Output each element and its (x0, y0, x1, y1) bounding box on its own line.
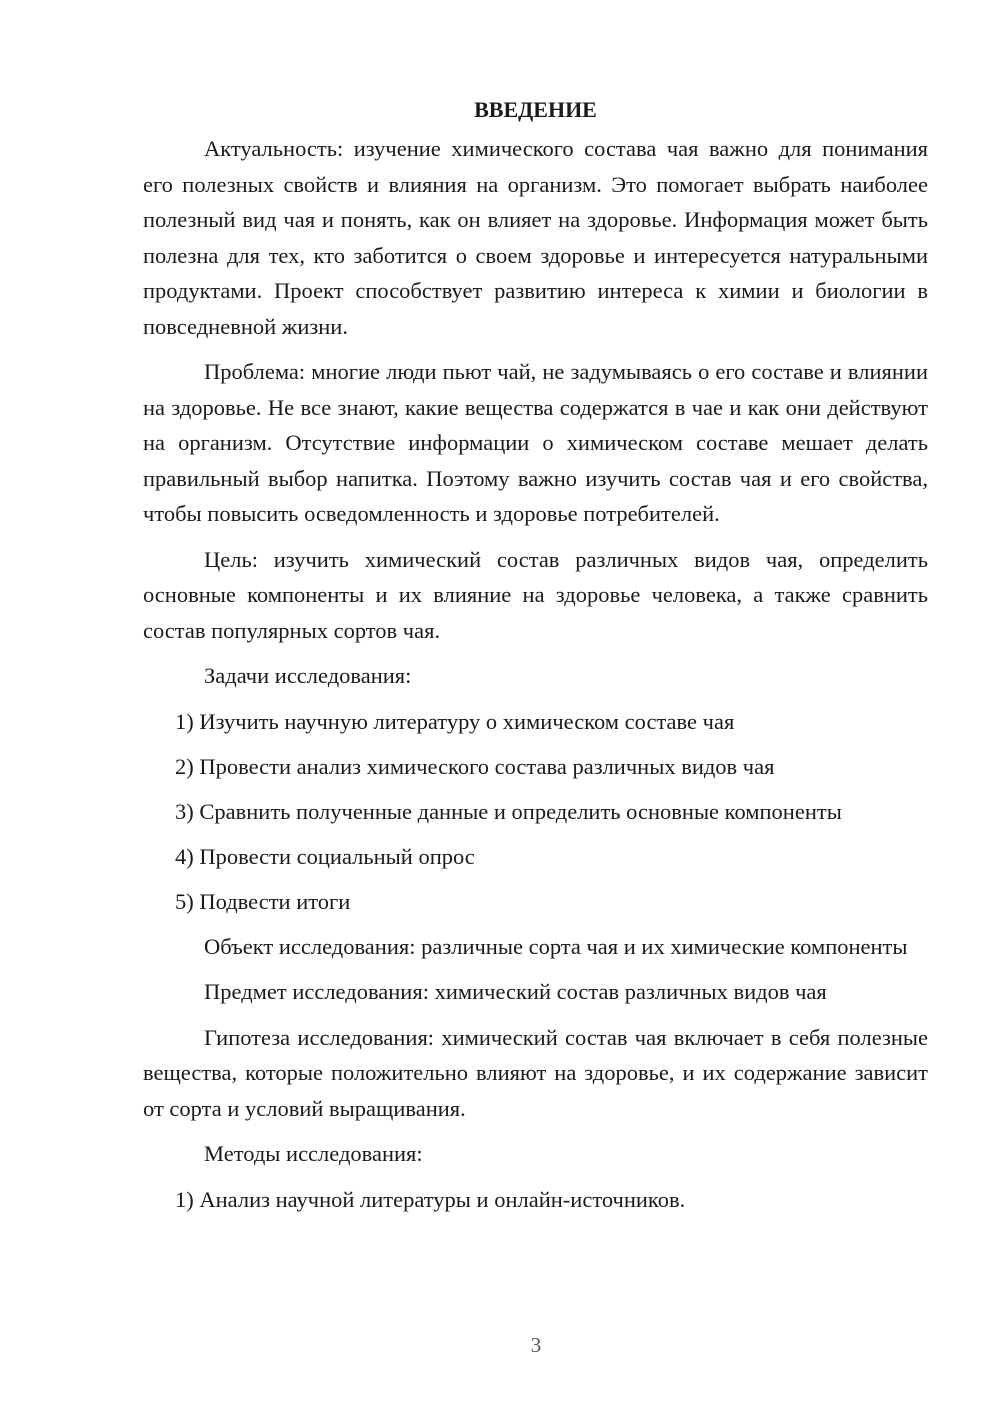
hypothesis-paragraph: Гипотеза исследования: химический состав чая включает в себя полезные вещества, которые положительно влияют на здоровье, и их содержание зависит от сорта и условий выращивания. (143, 1024, 928, 1121)
document-page (143, 92, 928, 1217)
relevance-paragraph: Актуальность: изучение химического состава чая важно для понимания его полезных свойств и влияния на организм. Это помогает выбрать наиболее полезный вид чая и понять, как он влияет на здоровье. Информация может быть полезна для тех, кто заботится о своем здоровье и интересуется натуральными продуктами. Проект способствует развитию интереса к химии и биологии в повседневной жизни. (143, 136, 928, 339)
methods-list (143, 1182, 928, 1218)
method-item: 1) Анализ научной литературы и онлайн-источников. (175, 1186, 686, 1212)
problem-paragraph: Проблема: многие люди пьют чай, не задумываясь о его составе и влиянии на здоровье. Не все знают, какие вещества содержатся в чае и как они действуют на организм. Отсутствие информации о химическом составе мешает делать правильный выбор напитка. Поэтому важно изучить состав чая и его свойства, чтобы повысить осведомленность и здоровье потребителей. (143, 359, 928, 526)
task-item: 4) Провести социальный опрос (175, 843, 475, 869)
task-item: 2) Провести анализ химического состава различных видов чая (175, 753, 775, 779)
tasks-list (143, 704, 928, 920)
task-item: 1) Изучить научную литературу о химическом составе чая (175, 708, 735, 734)
tasks-heading: Задачи исследования: (204, 663, 412, 688)
task-item: 3) Сравнить полученные данные и определить основные компоненты (175, 798, 842, 824)
page-number: 3 (530, 1333, 542, 1357)
methods-heading: Методы исследования: (204, 1141, 423, 1166)
section-title: ВВЕДЕНИЕ (474, 97, 597, 122)
subject-paragraph: Предмет исследования: химический состав различных видов чая (204, 979, 827, 1004)
task-item: 5) Подвести итоги (175, 888, 351, 914)
object-paragraph: Объект исследования: различные сорта чая и их химические компоненты (204, 933, 908, 959)
goal-paragraph: Цель: изучить химический состав различных видов чая, определить основные компоненты и их влияние на здоровье человека, а также сравнить состав популярных сортов чая. (143, 546, 928, 643)
